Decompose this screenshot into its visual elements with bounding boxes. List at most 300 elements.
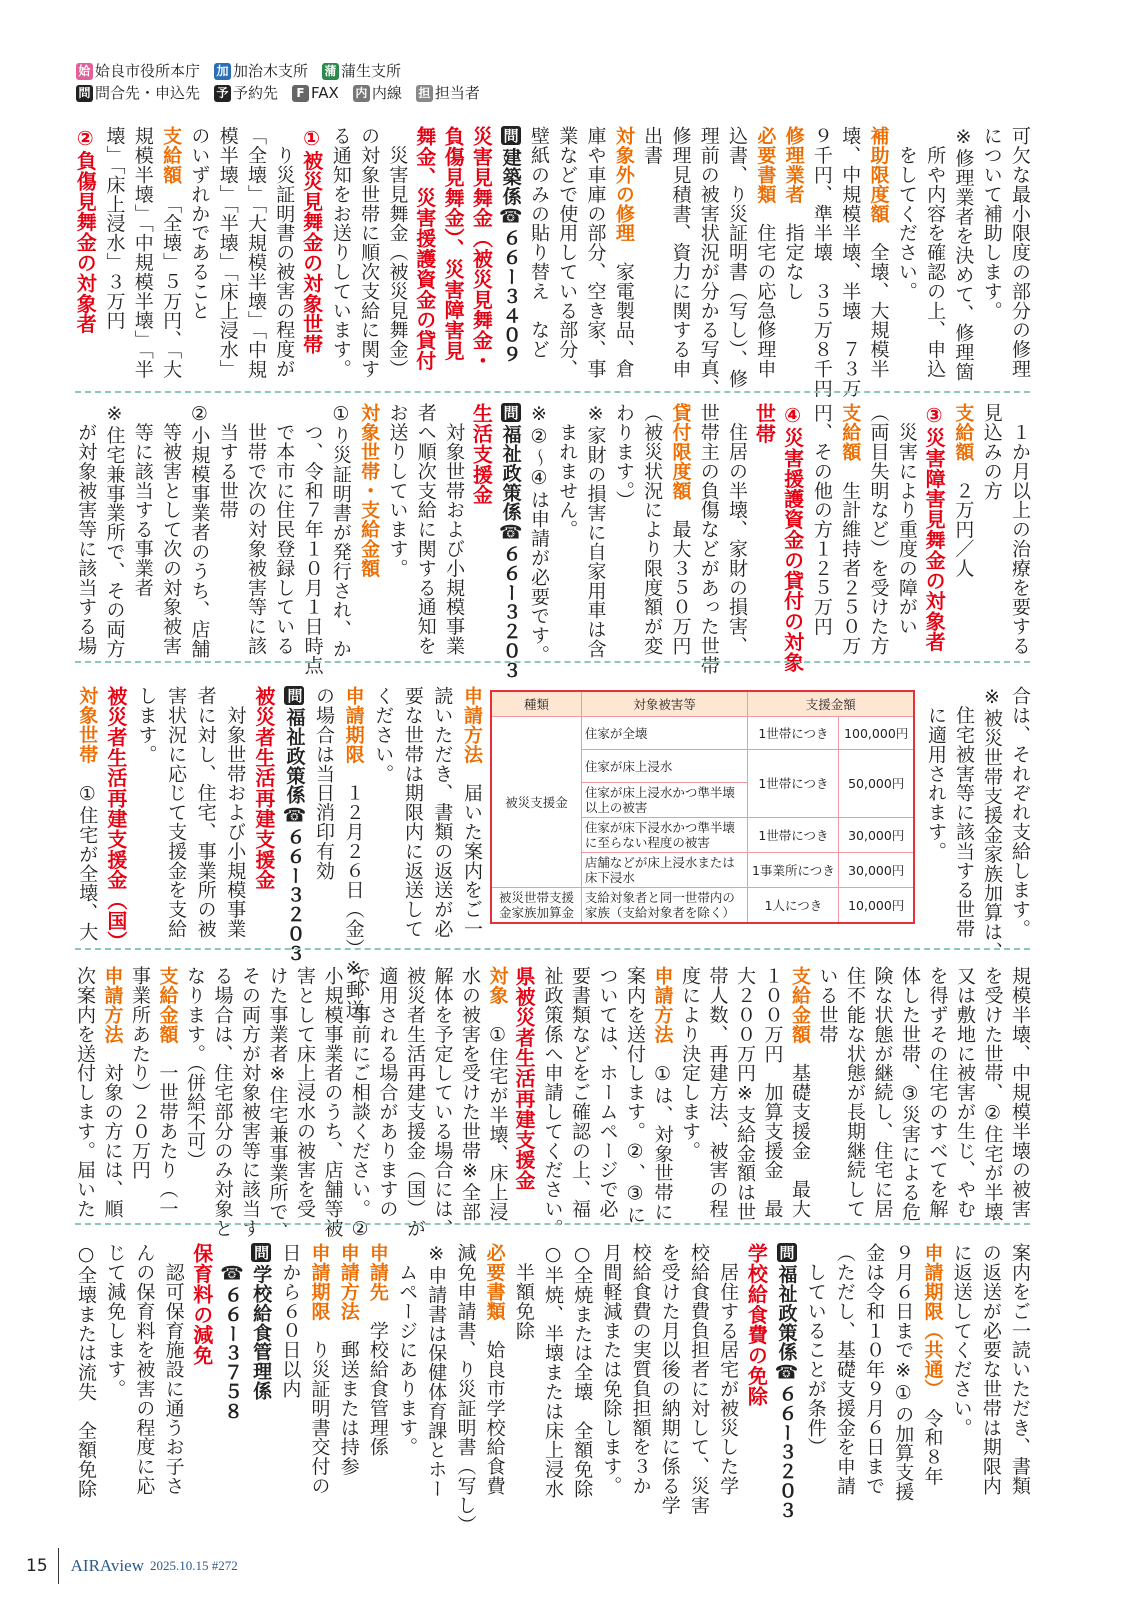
text-column (808, 126, 836, 398)
text-column (801, 1243, 830, 1505)
text-column (374, 966, 402, 1228)
text-column (308, 686, 338, 948)
body-text: ※申請書は保健体育課とホー (425, 1243, 448, 1499)
text-column (468, 403, 496, 665)
field-label: 申請方法 (651, 966, 674, 1044)
legend-contact-types (76, 82, 480, 104)
body-text: ムページにあります。 (396, 1243, 419, 1457)
body-text: 校給食費の実質負担額を３か (629, 1243, 652, 1496)
field-label: 申請先 (366, 1243, 389, 1302)
text-column (292, 966, 320, 1228)
body-text: 対象世帯および小規模事業 (443, 403, 466, 656)
body-text: ※修理業者を決めて、修理箇 (952, 126, 975, 382)
body-text: について補助します。 (980, 126, 1003, 320)
body-text: 所や内容を確認の上、申込 (924, 126, 947, 379)
text-column (383, 126, 411, 388)
text-column (949, 403, 977, 665)
inquiry-icon: 問 (501, 128, 520, 144)
legend-item (76, 82, 200, 104)
text-column (220, 686, 250, 948)
text-column (581, 403, 609, 665)
text-column (512, 966, 540, 1228)
body-text: ついては、ホームページで必 (596, 966, 619, 1219)
body-text: ※②〜④は申請が必要です。 (527, 403, 550, 665)
issue-info: 2025.10.15 #272 (149, 1558, 238, 1573)
text-column (217, 1243, 246, 1505)
text-column (242, 403, 270, 665)
support-amount-table (490, 690, 915, 924)
text-column (814, 966, 842, 1228)
text-column (213, 126, 241, 388)
body-text: 要書類などをご確認の上、福 (569, 966, 591, 1219)
text-column (759, 966, 787, 1228)
body-text: けた事業者※住宅兼事業所で、 (266, 966, 289, 1241)
text-column (622, 966, 650, 1228)
body-text: 郵送または持参 (337, 1320, 360, 1476)
text-column (185, 403, 213, 665)
section-heading: 保育料の減免 (189, 1243, 214, 1366)
body-text: していることが条件） (804, 1243, 827, 1457)
legend-label: FAX (311, 84, 339, 102)
legend-label: 問合先・申込先 (95, 84, 201, 102)
text-column (842, 966, 870, 1228)
text-column (429, 966, 457, 1238)
text-column (129, 126, 157, 388)
text-column (484, 966, 512, 1228)
legend-label: 内線 (371, 84, 402, 102)
section-heading: 負傷見舞金）、災害障害見 (441, 126, 466, 361)
body-text: 適用される場合がありますの (376, 966, 399, 1219)
text-column (976, 1243, 1005, 1505)
text-column (100, 403, 128, 665)
body-text: を受けた月以後の納期に係る学 (658, 1243, 681, 1515)
text-column (319, 966, 347, 1238)
cell-amount: 50,000円 (839, 750, 914, 818)
cell-unit: 1世帯につき (748, 717, 839, 750)
text-column (127, 966, 155, 1228)
legend-label: 予約先 (233, 84, 279, 102)
inquiry-icon: 問 (777, 1245, 796, 1261)
field-label: 対象外の修理 (612, 126, 635, 243)
body-text: 理前の被害状況が分かる写真、 (697, 126, 720, 398)
body-text: なります。（併給不可） (184, 966, 206, 1170)
body-text: 最大３５０万円 (669, 500, 692, 656)
cell-damage: 住家が床上浸水かつ準半壊以上の被害 (581, 783, 748, 818)
body-text: します。 (135, 686, 158, 764)
body-text: 案内をご一読いただき、書類 (1009, 1243, 1031, 1496)
text-column (596, 1243, 625, 1505)
text-column (188, 1243, 217, 1505)
text-column (946, 1243, 975, 1505)
body-text: １２月２６日（金）※郵送 (342, 763, 365, 1019)
legend (76, 60, 480, 104)
text-column (411, 403, 439, 665)
text-column (355, 403, 383, 665)
body-text: 被災者生活再建支援金（国）が (404, 966, 426, 1238)
text-band-4-group-1 (72, 966, 1035, 1241)
body-text: １か月以上の治療を要する (1009, 403, 1031, 656)
legend-badge-icon: 予 (214, 85, 231, 102)
text-column (275, 1243, 304, 1505)
body-text: ください。 (372, 686, 395, 783)
text-column (100, 126, 128, 388)
text-column (594, 966, 622, 1228)
text-column (209, 966, 237, 1238)
body-text: わります。） (612, 403, 635, 510)
text-column (666, 403, 694, 665)
text-column (539, 966, 567, 1238)
body-text: 出書 (641, 126, 664, 165)
body-text: 体した世帯、③災害による危 (899, 966, 921, 1222)
body-text: 居住する居宅が被災した学 (717, 1243, 740, 1496)
body-text: 事業所あたり）２０万円 (129, 966, 151, 1180)
text-column (249, 686, 279, 948)
text-column (684, 1243, 713, 1515)
text-column (304, 1243, 333, 1505)
field-label: 支給額 (839, 403, 862, 462)
text-column (496, 403, 524, 680)
contact-info: 福祉政策係☎６６ー３２０３ (283, 707, 306, 963)
body-text: 対象世帯および小規模事業 (224, 686, 247, 939)
text-column (383, 403, 411, 665)
body-text: 災害見舞金（被災見舞金） (386, 126, 409, 379)
body-text: 校給食費負担者に対して、災害 (687, 1243, 710, 1515)
publication-logo: AIRAview (70, 1556, 144, 1575)
text-column (808, 403, 836, 665)
legend-label: 加治木支所 (233, 62, 309, 80)
text-column (978, 686, 1006, 961)
text-column (457, 966, 485, 1228)
legend-item (322, 60, 401, 82)
cell-unit: 1世帯につき (748, 818, 839, 853)
text-column (160, 686, 190, 948)
text-column (157, 403, 185, 665)
text-column (525, 126, 553, 388)
body-text: を受けた世帯、②住宅が半壊 (981, 966, 1004, 1222)
body-text: ①り災証明書が発行され、か (329, 403, 352, 659)
text-column (279, 686, 309, 963)
legend-label: 蒲生支所 (341, 62, 402, 80)
text-column (869, 966, 897, 1228)
field-label: 支給額 (160, 126, 183, 185)
field-label: 対象世帯 (76, 686, 99, 764)
cell-amount: 10,000円 (839, 888, 914, 924)
text-column (72, 686, 102, 948)
cell-unit: 1事業所につき (748, 853, 839, 888)
text-column (694, 403, 722, 675)
text-band-1-group-1 (72, 126, 1034, 398)
text-column (836, 126, 864, 398)
text-column (949, 126, 977, 388)
text-column (368, 686, 398, 948)
contact-info: 建築係☎６６ー３４０９ (499, 147, 522, 364)
cell-type: 被災世帯支援金家族加算金 (491, 888, 581, 924)
body-text: 対象の方には、順 (101, 1043, 124, 1219)
text-band-5-group-1 (71, 1243, 1034, 1534)
body-text: 住居の半壊、家財の損害、 (726, 403, 749, 656)
section-heading: 被災者生活再建支援金（国） (103, 686, 128, 952)
text-column (264, 966, 292, 1241)
text-column (638, 403, 666, 665)
legend-badge-icon: 加 (214, 63, 231, 80)
body-text: のいずれかであること (188, 126, 211, 320)
text-band-3-group-1 (922, 686, 1034, 961)
field-label: 支給金額 (156, 966, 179, 1044)
text-column (72, 403, 100, 665)
text-column (327, 403, 355, 665)
body-text: じて減免します。 (104, 1243, 127, 1399)
legend-item (76, 60, 200, 82)
legend-badge-icon: F (292, 85, 309, 102)
text-column (525, 403, 553, 665)
cell-damage: 住家が全壊 (581, 717, 748, 750)
section-divider (75, 661, 1030, 663)
text-column (237, 966, 265, 1238)
body-text: に適用されます。 (925, 686, 947, 861)
body-text: 一世帯あたり（一 (156, 1043, 179, 1219)
text-column (921, 403, 949, 665)
body-text: （両目失明など）を受けた方 (867, 403, 890, 656)
body-text: 修理見積書、資力に関する申 (669, 126, 692, 379)
legend-badge-icon: 姶 (76, 63, 93, 80)
text-column (213, 403, 241, 665)
header-type: 種類 (491, 691, 581, 717)
contact-info: 福祉政策係☎６６ー３２０３ (775, 1264, 798, 1520)
section-divider (75, 391, 1030, 393)
text-column (185, 126, 213, 388)
text-column (1007, 966, 1035, 1228)
text-column (99, 966, 127, 1228)
text-column (347, 966, 375, 1241)
body-text: る通知をお送りしています。 (329, 126, 352, 379)
text-column (270, 126, 298, 388)
body-text: 要な世帯は期限内に返送して (401, 686, 424, 939)
legend-item (353, 82, 402, 104)
legend-badge-icon: 蒲 (322, 63, 339, 80)
text-column (392, 1243, 421, 1505)
body-text: ○全焼または全壊 全額免除 (571, 1243, 594, 1499)
text-column (440, 126, 468, 388)
text-column (950, 686, 978, 948)
section-divider (75, 1223, 1030, 1225)
field-label: 必要書類 (754, 126, 777, 204)
text-column (917, 1243, 946, 1505)
body-text: 又は敷地に被害が生じ、やむ (954, 966, 976, 1219)
text-column (509, 1243, 538, 1505)
legend-locations (76, 60, 480, 82)
text-column (787, 966, 815, 1228)
field-label: 申請期限 (308, 1243, 331, 1321)
table-row (491, 888, 914, 924)
body-text: お送りしています。 (386, 403, 409, 578)
text-column (496, 126, 524, 388)
text-column (154, 966, 182, 1228)
body-text: ９月６日まで※①の加算支援 (892, 1243, 915, 1502)
text-column (190, 686, 220, 948)
body-text: ①住宅が半壊、床上浸 (486, 1004, 509, 1222)
text-column (830, 1243, 859, 1505)
contact-info: 学校給食管理係 (250, 1264, 273, 1401)
text-column (397, 686, 427, 948)
body-text: 金は令和１０年９月６日まで (863, 1243, 886, 1496)
text-column (952, 966, 980, 1228)
body-text: が対象被害等に該当する場 (75, 403, 98, 656)
text-column (456, 686, 486, 948)
body-text: その両方が対象被害等に該当す (239, 966, 261, 1238)
body-text: で、事前にご相談ください。② (349, 966, 371, 1241)
legend-label: 姶良市役所本庁 (95, 62, 201, 80)
body-text: ９千円、準半壊 ３５万８千円 (810, 126, 833, 398)
body-text: 等被害として次の対象被害 (160, 403, 183, 656)
section-heading: 学校給食費の免除 (744, 1243, 769, 1407)
header-damage: 対象被害等 (581, 691, 748, 717)
page-footer (26, 1548, 238, 1584)
cell-damage: 支給対象者と同一世帯内の家族（支給対象者を除く） (581, 888, 748, 924)
legend-badge-icon: 担 (416, 85, 433, 102)
text-column (479, 1243, 508, 1505)
section-heading: ①被災見舞金の対象世帯 (299, 126, 324, 355)
body-text: １００万円 加算支援金 最 (761, 966, 784, 1219)
body-text: 庫や車庫の部分、空き家、事 (584, 126, 607, 379)
body-text: （ただし、基礎支援金を申請 (833, 1243, 856, 1496)
text-column (893, 126, 921, 388)
body-text: で本市に住民登録している (273, 403, 296, 656)
body-text: 者に対し、住宅、事業所の被 (194, 686, 217, 939)
body-text: 日から６０日以内 (279, 1243, 302, 1399)
field-label: 補助限度額 (867, 126, 890, 223)
body-text: 家電製品、倉 (612, 242, 635, 379)
body-text: 円、その他の方１２５万円 (810, 403, 833, 636)
text-column (1006, 403, 1034, 665)
body-text: の対象世帯に順次支給に関す (358, 126, 381, 379)
body-text: ○半焼、半壊または床上浸水 (542, 1243, 564, 1499)
text-column (771, 1243, 800, 1520)
text-column (402, 966, 430, 1238)
text-column (922, 686, 950, 948)
cell-unit: 1人につき (748, 888, 839, 924)
text-column (100, 1243, 129, 1505)
body-text: 壊、中規模半壊、半壊 ７３万 (839, 126, 862, 398)
body-text: まれません。 (556, 403, 579, 539)
body-text: 届いた案内をご一 (461, 763, 483, 939)
table-row (491, 717, 914, 750)
text-column (334, 1243, 363, 1505)
body-text: ①は、対象世帯に (651, 1043, 674, 1222)
text-column (655, 1243, 684, 1515)
legend-item (416, 82, 480, 104)
body-text: 月間軽減または免除します。 (600, 1243, 623, 1496)
body-text: の返送が必要な世帯は期限内 (979, 1243, 1002, 1496)
text-column (979, 966, 1007, 1228)
body-text: 「全壊」５万円、「大 (160, 184, 183, 379)
body-text: ※家財の損害に自家用車は含 (584, 403, 607, 659)
body-text: 害状況に応じて支援金を支給 (165, 686, 188, 939)
text-column (779, 403, 807, 673)
legend-item (214, 60, 308, 82)
text-column (751, 126, 779, 388)
field-label: 必要書類 (483, 1243, 506, 1321)
text-column (298, 126, 326, 388)
text-column (723, 126, 751, 388)
section-heading: 舞金、災害援護資金の貸付 (412, 126, 437, 371)
table-header-row (491, 691, 914, 717)
text-column (610, 126, 638, 388)
body-text: 者へ順次支給に関する通知を (414, 403, 437, 656)
text-column (411, 126, 439, 388)
body-text: ※住宅兼事業所で、その両方 (103, 403, 126, 659)
cell-damage: 住家が床上浸水 (581, 750, 748, 783)
body-text: 等に該当する事業者 (131, 403, 154, 597)
section-heading: 県被災者生活再建支援金 (512, 966, 536, 1191)
section-heading: 生活支援金 (469, 403, 494, 505)
section-heading: ③災害障害見舞金の対象者 (922, 403, 947, 652)
body-text: ○全壊または流失 全額免除 (75, 1243, 97, 1499)
text-column (893, 403, 921, 665)
text-column (421, 1243, 450, 1505)
text-column (1005, 1243, 1034, 1505)
field-label: 申請方法 (337, 1243, 360, 1321)
body-text: る場合は、住宅部分のみ対象と (211, 966, 234, 1238)
text-column (72, 126, 100, 388)
body-text: 半額免除 (512, 1243, 535, 1340)
field-label: 支給額 (952, 403, 975, 462)
body-text: 次案内を送付します。届いた (74, 966, 96, 1219)
text-column (897, 966, 925, 1228)
body-text: の場合は当日消印有効 (313, 686, 336, 880)
section-heading: 災害見舞金（被災見舞金・ (469, 126, 494, 371)
header-amount: 支援金額 (748, 691, 914, 717)
body-text: 案内を送付します。②、③に (624, 966, 646, 1225)
body-text: 全壊、大規模半 (867, 223, 890, 379)
text-column (924, 966, 952, 1228)
field-label: 申請方法 (101, 966, 124, 1044)
text-column (836, 403, 864, 665)
body-text: を得ずその住宅のすべてを解 (926, 966, 949, 1219)
text-column (298, 403, 326, 675)
legend-badge-icon: 問 (76, 85, 93, 102)
text-column (71, 1243, 100, 1505)
text-band-2-group-1 (72, 403, 1034, 680)
text-column (977, 403, 1005, 665)
cell-unit: 1世帯につき (748, 750, 839, 818)
legend-badge-icon: 内 (353, 85, 370, 102)
text-column (859, 1243, 888, 1505)
legend-item (214, 82, 278, 104)
body-text: 住不能な状態が長期継続して (844, 966, 866, 1219)
body-text: 壊」「床上浸水」３万円 (103, 126, 126, 330)
body-text: ②小規模事業者のうち、店舗 (188, 403, 211, 659)
body-text: 規模半壊」「中規模半壊」「半 (131, 126, 154, 379)
contact-info: ☎６６ー３７５８ (220, 1243, 243, 1421)
text-column (538, 1243, 567, 1505)
text-column (638, 126, 666, 388)
body-text: 読いただき、書類の返送が必 (431, 686, 454, 939)
body-text: 指定なし (782, 203, 805, 301)
text-column (157, 126, 185, 388)
body-text: 認可保育施設に通うお子さ (162, 1243, 185, 1496)
section-heading: 世帯 (752, 403, 777, 444)
field-label: 支給金額 (789, 966, 811, 1044)
body-text: 度により決定します。 (679, 966, 701, 1160)
text-column (625, 1243, 654, 1505)
text-column (649, 966, 677, 1228)
inquiry-icon: 問 (501, 405, 520, 421)
cell-amount: 30,000円 (839, 818, 914, 853)
body-text: 「全壊」「大規模半壊」「中規 (244, 126, 267, 379)
body-text: ※被災世帯支援金家族加算は、 (981, 686, 1003, 961)
body-text: 水の被害を受けた世帯※全部 (459, 966, 481, 1222)
section-divider (75, 948, 1030, 950)
